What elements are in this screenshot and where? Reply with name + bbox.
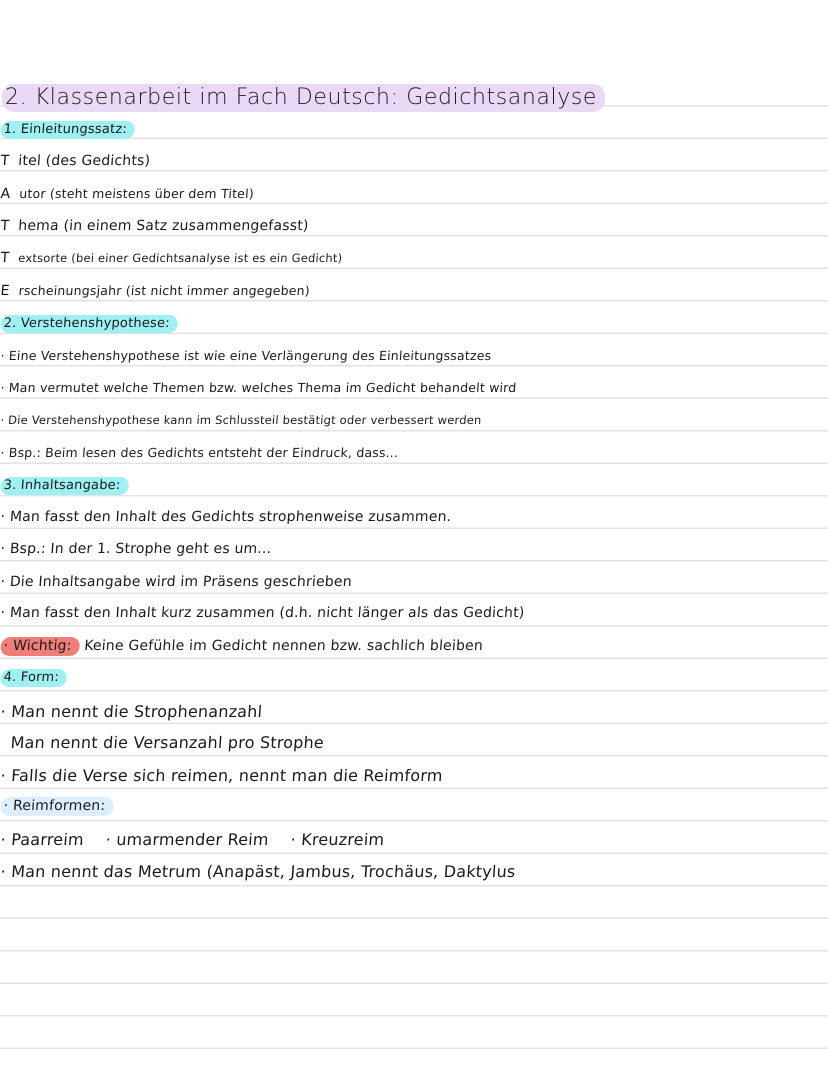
section2-heading-text: 2. Verstehenshypothese:	[0, 315, 178, 333]
important-text: Keine Gefühle im Gedicht nennen bzw. sachlich bleiben	[83, 638, 484, 654]
s2-item: · Die Verstehenshypothese kann im Schlussteil bestätigt oder verbessert werden	[0, 413, 482, 427]
rhyme-heading	[0, 797, 114, 816]
important-label: · Wichtig:	[0, 637, 80, 656]
section1-heading-text: 1. Einleitungssatz:	[0, 121, 136, 139]
s1-item-text: itel (des Gedichts)	[17, 153, 151, 169]
section3-heading-text: 3. Inhaltsangabe:	[0, 477, 129, 495]
s1-item-textsorte	[0, 250, 343, 266]
meter-item: · Man nennt das Metrum (Anapäst, Jambus, Trochäus, Daktylus	[0, 862, 517, 881]
s3-item: · Bsp.: In der 1. Strophe geht es um...	[0, 541, 272, 557]
section3-heading	[0, 477, 129, 495]
rhyme-item: · umarmender Reim	[105, 830, 270, 849]
s1-item-erscheinungsjahr	[0, 283, 310, 299]
s4-item: Man nennt die Versanzahl pro Strophe	[10, 733, 325, 752]
rhyme-heading-text: · Reimformen:	[0, 797, 114, 816]
section4-heading-text: 4. Form:	[0, 669, 68, 687]
rhyme-item: · Kreuzreim	[290, 830, 385, 849]
title-highlight	[2, 84, 605, 112]
s2-item: · Man vermutet welche Themen bzw. welches Thema im Gedicht behandelt wird	[0, 380, 518, 395]
section4-heading	[0, 669, 68, 687]
s3-item: · Die Inhaltsangabe wird im Präsens geschrieben	[0, 574, 353, 590]
page-title	[2, 84, 605, 112]
s4-item: · Falls die Verse sich reimen, nennt man die Reimform	[0, 766, 444, 785]
s2-item: · Eine Verstehenshypothese ist wie eine Verlängerung des Einleitungssatzes	[0, 348, 492, 363]
s1-item-letter: T	[0, 153, 10, 169]
s1-item-letter: E	[0, 283, 11, 299]
title-text: 2. Klassenarbeit im Fach Deutsch: Gedichtsanalyse	[5, 85, 598, 110]
s1-item-autor	[0, 186, 254, 202]
s1-item-thema	[0, 218, 309, 234]
s4-item: · Man nennt die Strophenanzahl	[0, 702, 263, 721]
s1-item-letter: A	[0, 186, 11, 202]
s1-item-letter: T	[0, 250, 10, 266]
section2-heading	[0, 315, 178, 333]
s1-item-text: utor (steht meistens über dem Titel)	[18, 186, 255, 201]
s2-item: · Bsp.: Beim lesen des Gedichts entsteht der Eindruck, dass...	[0, 445, 399, 460]
s1-item-text: hema (in einem Satz zusammengefasst)	[17, 218, 310, 234]
s1-item-text: rscheinungsjahr (ist nicht immer angegeben)	[18, 283, 311, 298]
s3-important	[0, 637, 484, 656]
s1-item-text: extsorte (bei einer Gedichtsanalyse ist es ein Gedicht)	[17, 251, 343, 265]
s3-item: · Man fasst den Inhalt kurz zusammen (d.h. nicht länger als das Gedicht)	[0, 605, 526, 621]
s3-item: · Man fasst den Inhalt des Gedichts strophenweise zusammen.	[0, 509, 452, 525]
s1-item-titel	[0, 153, 151, 169]
page-top-margin	[0, 0, 828, 74]
section1-heading	[0, 121, 136, 139]
s1-item-letter: T	[0, 218, 10, 234]
rhyme-list	[0, 830, 385, 849]
rhyme-item: · Paarreim	[0, 830, 85, 849]
